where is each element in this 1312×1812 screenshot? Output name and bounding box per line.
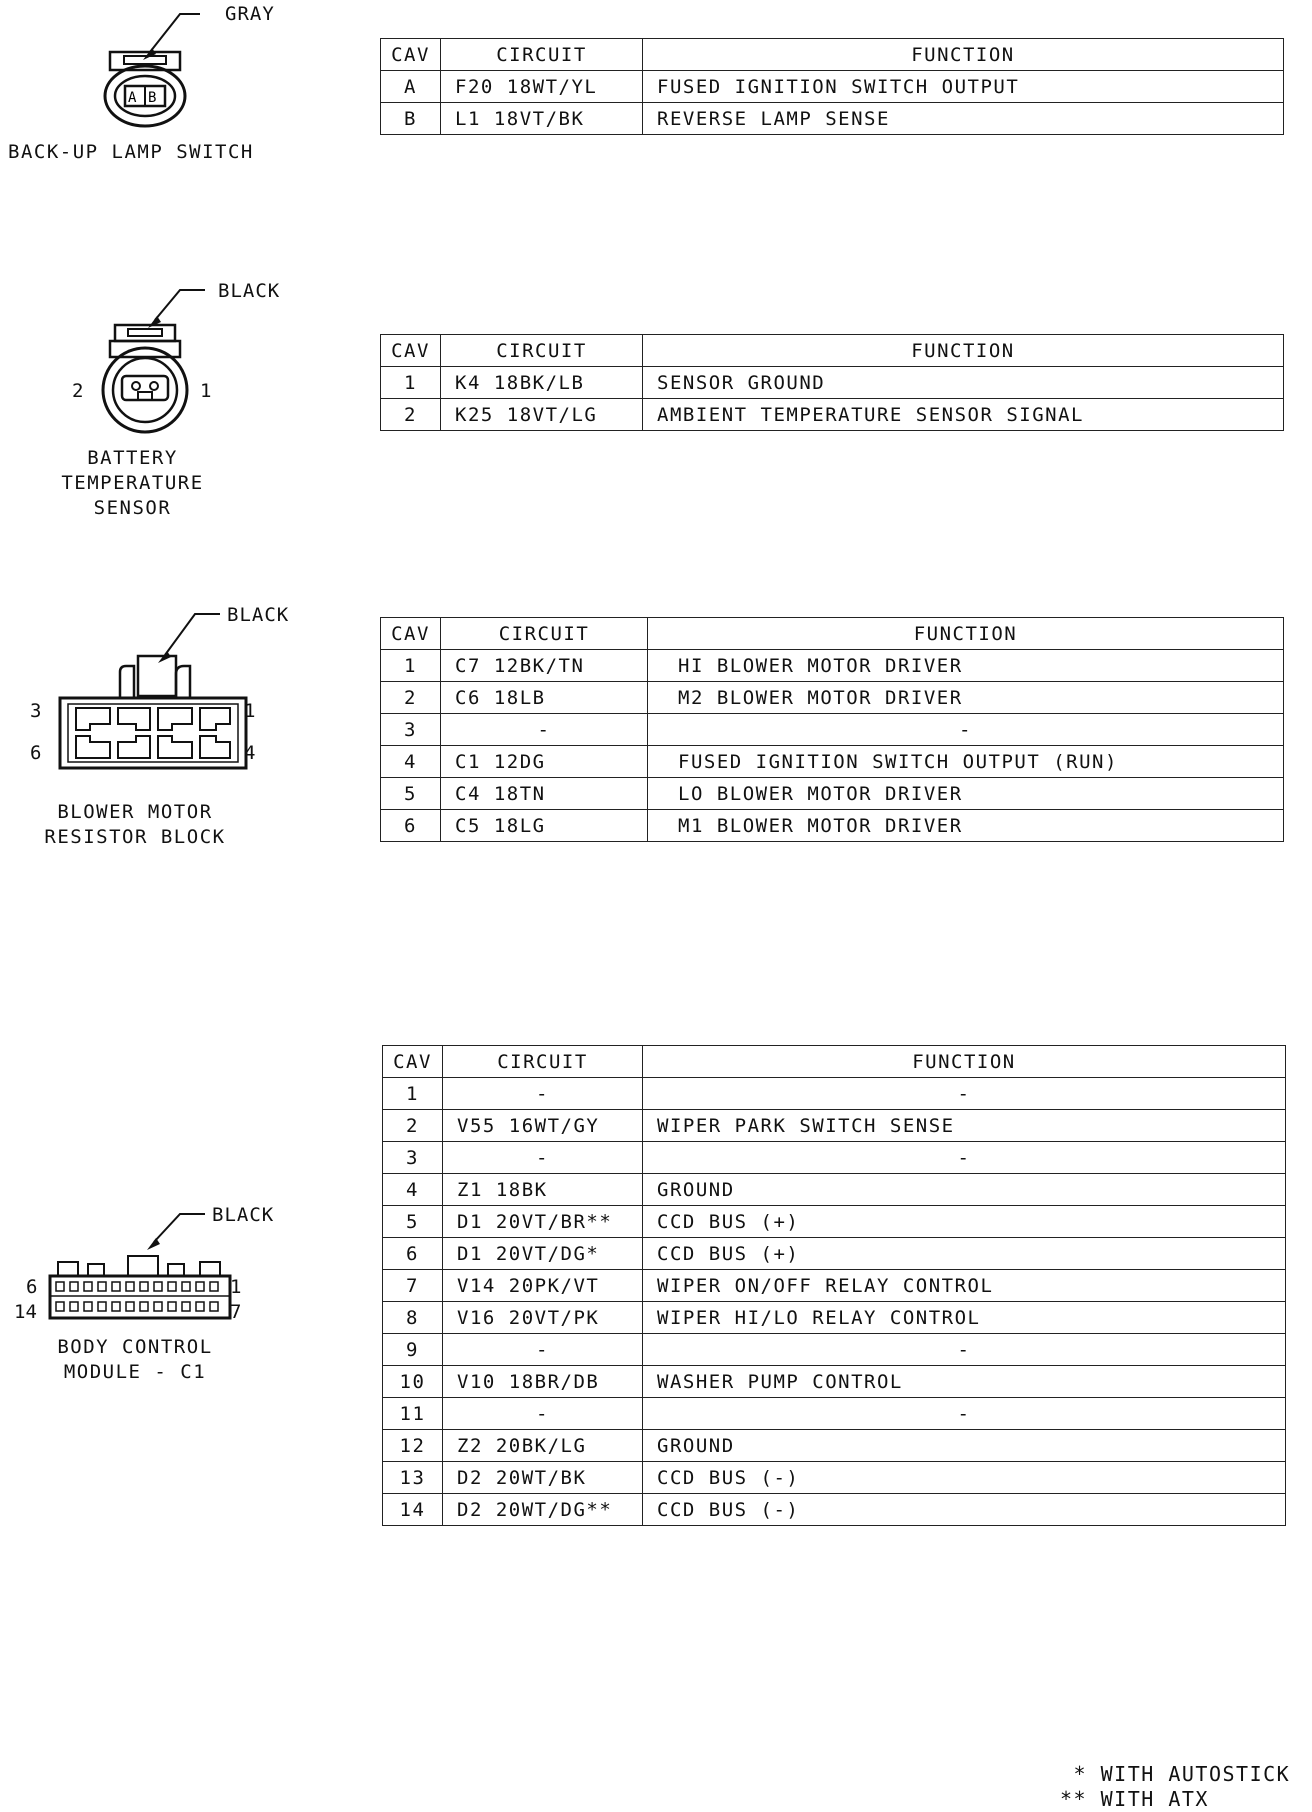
table-row	[383, 1078, 1286, 1110]
cav-cell: 1	[381, 367, 441, 399]
cav-cell: 7	[383, 1270, 443, 1302]
function-cell: WIPER ON/OFF RELAY CONTROL	[643, 1270, 1286, 1302]
cav-cell: 2	[381, 399, 441, 431]
function-cell: M1 BLOWER MOTOR DRIVER	[648, 810, 1284, 842]
table-header-row	[381, 335, 1284, 367]
circuit-cell: Z2 20BK/LG	[443, 1430, 643, 1462]
table-row	[383, 1238, 1286, 1270]
circuit-cell: D1 20VT/BR**	[443, 1206, 643, 1238]
table-header-row	[381, 39, 1284, 71]
cav-cell: 5	[383, 1206, 443, 1238]
pin-label-top-left: 3	[30, 700, 42, 722]
circuit-cell: D2 20WT/DG**	[443, 1494, 643, 1526]
table-row	[383, 1398, 1286, 1430]
cav-cell: 1	[383, 1078, 443, 1110]
cav-cell: 13	[383, 1462, 443, 1494]
table-header-row	[381, 618, 1284, 650]
function-cell: SENSOR GROUND	[643, 367, 1284, 399]
table-row	[383, 1494, 1286, 1526]
circuit-header: CIRCUIT	[441, 618, 648, 650]
table-row	[383, 1174, 1286, 1206]
function-cell: WIPER PARK SWITCH SENSE	[643, 1110, 1286, 1142]
table-row	[383, 1110, 1286, 1142]
circuit-cell: V10 18BR/DB	[443, 1366, 643, 1398]
function-cell: AMBIENT TEMPERATURE SENSOR SIGNAL	[643, 399, 1284, 431]
cav-header: CAV	[381, 618, 441, 650]
circuit-cell: C7 12BK/TN	[441, 650, 648, 682]
cavity-b-letter: B	[148, 90, 157, 106]
connector-color-label: BLACK	[218, 280, 281, 302]
cav-cell: 6	[381, 810, 441, 842]
function-header: FUNCTION	[648, 618, 1284, 650]
table-row	[383, 1142, 1286, 1174]
circuit-cell: F20 18WT/YL	[441, 71, 643, 103]
table-row	[383, 1462, 1286, 1494]
connector-name-label: BACK-UP LAMP SWITCH	[8, 141, 254, 163]
pin-label-left: 2	[72, 380, 84, 402]
table-row	[381, 103, 1284, 135]
pin-label-bottom-left: 6	[30, 742, 42, 764]
function-cell: HI BLOWER MOTOR DRIVER	[648, 650, 1284, 682]
table-header-row	[383, 1046, 1286, 1078]
cav-cell: 11	[383, 1398, 443, 1430]
cav-cell: 4	[383, 1174, 443, 1206]
pin-label-bottom-right: 7	[230, 1301, 242, 1323]
cav-cell: 3	[383, 1142, 443, 1174]
circuit-cell: K25 18VT/LG	[441, 399, 643, 431]
cav-cell: 6	[383, 1238, 443, 1270]
cav-cell: 5	[381, 778, 441, 810]
circuit-cell: -	[443, 1398, 643, 1430]
circuit-header: CIRCUIT	[441, 335, 643, 367]
footnote-atx: ** WITH ATX	[1060, 1787, 1209, 1811]
function-header: FUNCTION	[643, 39, 1284, 71]
table-row	[383, 1430, 1286, 1462]
pin-label-bottom-left: 14	[14, 1301, 37, 1323]
cav-cell: 9	[383, 1334, 443, 1366]
table-row	[381, 778, 1284, 810]
pin-label-right: 1	[200, 380, 212, 402]
circuit-header: CIRCUIT	[441, 39, 643, 71]
circuit-cell: D2 20WT/BK	[443, 1462, 643, 1494]
footnote-autostick: * WITH AUTOSTICK	[1060, 1762, 1291, 1786]
circuit-cell: D1 20VT/DG*	[443, 1238, 643, 1270]
cavity-a-letter: A	[128, 90, 137, 106]
circuit-cell: -	[441, 714, 648, 746]
function-cell: WIPER HI/LO RELAY CONTROL	[643, 1302, 1286, 1334]
circuit-cell: L1 18VT/BK	[441, 103, 643, 135]
function-cell: CCD BUS (+)	[643, 1206, 1286, 1238]
function-header: FUNCTION	[643, 1046, 1286, 1078]
cav-cell: 10	[383, 1366, 443, 1398]
function-cell: CCD BUS (+)	[643, 1238, 1286, 1270]
table-row	[381, 810, 1284, 842]
circuit-cell: V14 20PK/VT	[443, 1270, 643, 1302]
connector-name-label: BATTERY TEMPERATURE SENSOR	[61, 447, 204, 519]
table-row	[383, 1366, 1286, 1398]
pin-label-bottom-right: 4	[244, 742, 256, 764]
cav-cell: B	[381, 103, 441, 135]
function-header: FUNCTION	[643, 335, 1284, 367]
cav-cell: 2	[381, 682, 441, 714]
blower-motor-resistor-table	[380, 617, 1284, 842]
function-cell: -	[643, 1078, 1286, 1110]
function-cell: FUSED IGNITION SWITCH OUTPUT (RUN)	[648, 746, 1284, 778]
circuit-cell: -	[443, 1078, 643, 1110]
table-row	[381, 367, 1284, 399]
cav-cell: 1	[381, 650, 441, 682]
function-cell: LO BLOWER MOTOR DRIVER	[648, 778, 1284, 810]
circuit-cell: V16 20VT/PK	[443, 1302, 643, 1334]
cav-cell: 4	[381, 746, 441, 778]
cav-cell: A	[381, 71, 441, 103]
cav-cell: 8	[383, 1302, 443, 1334]
cav-header: CAV	[383, 1046, 443, 1078]
circuit-cell: V55 16WT/GY	[443, 1110, 643, 1142]
battery-temperature-sensor-table	[380, 334, 1284, 431]
circuit-cell: C1 12DG	[441, 746, 648, 778]
function-cell: REVERSE LAMP SENSE	[643, 103, 1284, 135]
circuit-cell: C5 18LG	[441, 810, 648, 842]
function-cell: GROUND	[643, 1174, 1286, 1206]
body-control-module-table	[382, 1045, 1286, 1526]
pin-label-top-right: 1	[244, 700, 256, 722]
function-cell: -	[643, 1398, 1286, 1430]
connector-name-label: BLOWER MOTOR RESISTOR BLOCK	[44, 801, 226, 848]
table-row	[383, 1270, 1286, 1302]
function-cell: -	[643, 1142, 1286, 1174]
circuit-cell: C6 18LB	[441, 682, 648, 714]
table-row	[381, 650, 1284, 682]
circuit-cell: -	[443, 1334, 643, 1366]
cav-cell: 3	[381, 714, 441, 746]
pin-label-top-right: 1	[230, 1276, 242, 1298]
table-row	[381, 714, 1284, 746]
table-row	[383, 1302, 1286, 1334]
table-row	[383, 1206, 1286, 1238]
function-cell: CCD BUS (-)	[643, 1462, 1286, 1494]
function-cell: M2 BLOWER MOTOR DRIVER	[648, 682, 1284, 714]
cav-header: CAV	[381, 335, 441, 367]
circuit-cell: -	[443, 1142, 643, 1174]
table-row	[381, 399, 1284, 431]
function-cell: FUSED IGNITION SWITCH OUTPUT	[643, 71, 1284, 103]
connector-color-label: BLACK	[212, 1204, 275, 1226]
circuit-cell: K4 18BK/LB	[441, 367, 643, 399]
connector-name-label: BODY CONTROL MODULE - C1	[57, 1336, 213, 1383]
function-cell: CCD BUS (-)	[643, 1494, 1286, 1526]
backup-lamp-switch-table	[380, 38, 1284, 135]
cav-header: CAV	[381, 39, 441, 71]
table-row	[381, 682, 1284, 714]
cav-cell: 14	[383, 1494, 443, 1526]
connector-color-label: BLACK	[227, 604, 290, 626]
circuit-cell: Z1 18BK	[443, 1174, 643, 1206]
connector-color-label: GRAY	[225, 3, 275, 25]
function-cell: WASHER PUMP CONTROL	[643, 1366, 1286, 1398]
cav-cell: 12	[383, 1430, 443, 1462]
table-row	[381, 71, 1284, 103]
function-cell: GROUND	[643, 1430, 1286, 1462]
table-row	[381, 746, 1284, 778]
circuit-header: CIRCUIT	[443, 1046, 643, 1078]
table-row	[383, 1334, 1286, 1366]
circuit-cell: C4 18TN	[441, 778, 648, 810]
function-cell: -	[643, 1334, 1286, 1366]
cav-cell: 2	[383, 1110, 443, 1142]
function-cell: -	[648, 714, 1284, 746]
pin-label-top-left: 6	[26, 1276, 38, 1298]
